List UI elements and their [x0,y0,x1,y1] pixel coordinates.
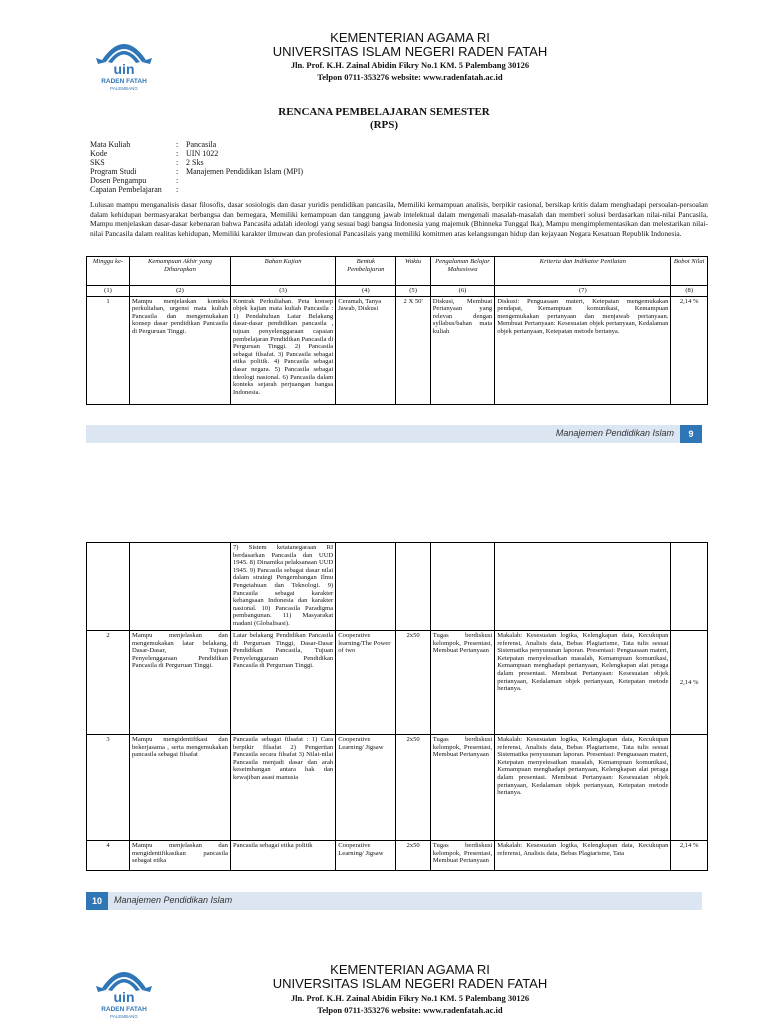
weight-cell: 2,14 % [671,631,708,735]
time-cell: 2x50 [396,735,430,841]
table-row [87,543,708,631]
meta-row: SKS : 2 Sks [90,158,204,167]
time-cell [396,543,430,631]
table-row [87,841,708,871]
meta-row: Capaian Pembelajaran : [90,185,179,194]
meta-key: Kode [90,149,108,158]
ability-cell: Mampu mengidentifikasi dan bekerjasama , serta mengemukakan pancasila sebagai filsafat [129,735,230,841]
university-logo [88,960,160,1020]
rps-table-page2 [86,542,708,871]
form-cell: Cooperative Learning/ Jigsaw [336,841,396,871]
ministry-title: KEMENTERIAN AGAMA RI [330,962,490,977]
ministry-title: KEMENTERIAN AGAMA RI [330,30,490,45]
page-number: 10 [86,892,108,910]
col-header: Bobot Nilai [671,257,708,286]
col-number: (7) [495,286,671,297]
col-number: (2) [129,286,230,297]
criteria-cell: Makalah: Kesesuaian logika, Kelengkapan data, Kecukupan referensi, Analisis data, Bebas Plagiarisme, Tata tulis sesuai Sistematika penyusunan laporan. Presentasi: Penguasaan materi, Ketepatan menyelesaikan masalah, Kemampuan komunikasi, Kemampuan menghadapi pertanyaan, Kelengkapan alat peraga dalam presentasi. Membuat Pertanyaan: Kesesuaian objek pertanyaan, Kedalaman objek pertanyaan, Ketepatan metode bertanya. [495,735,671,841]
form-cell: Cooperative learning/The Power of two [336,631,396,735]
university-address: Jln. Prof. K.H. Zainal Abidin Fikry No.1 KM. 5 Palembang 30126 [290,60,530,70]
col-number: (4) [336,286,396,297]
footer-band-page9 [86,425,702,443]
weight-cell: 2,14 % [671,841,708,871]
university-contact: Telpon 0711-353276 website: www.radenfatah.ac.id [317,1005,503,1015]
logo-sub2: PALEMBANG [110,1014,138,1019]
ability-cell: Mampu menjelaskan dan mengidentifikasikan pancasila sebagai etika [129,841,230,871]
university-contact: Telpon 0711-353276 website: www.radenfatah.ac.id [317,72,503,82]
meta-value: Manajemen Pendidikan Islam (MPI) [186,167,304,176]
document-subtitle: (RPS) [369,119,399,131]
meta-row: Dosen Pengampu : [90,176,179,185]
week-cell: 3 [87,735,130,841]
col-number: (1) [87,286,130,297]
table-row [87,735,708,841]
meta-key: Dosen Pengampu [90,176,147,185]
week-cell: 4 [87,841,130,871]
ability-cell: Mampu menjelaskan dan mengemukakan latar belakang, Dasar-Dasar, Tujuan Penyelenggaraan Pendidikan Pancasila di Perguruan Tinggi. [129,631,230,735]
meta-key: Mata Kuliah [90,140,131,149]
week-cell: 2 [87,631,130,735]
time-cell: 2 X 50' [396,296,430,404]
university-title: UNIVERSITAS ISLAM NEGERI RADEN FATAH [272,44,548,59]
experience-cell: Diskusi, Membuat Pertanyaan yang relevan dengan syllabus/bahan mata kuliah [430,296,494,404]
form-cell [336,543,396,631]
weight-cell: 2,14 % [671,296,708,404]
ability-cell [129,543,230,631]
col-number: (8) [671,286,708,297]
material-cell: Latar belakang Pendidikan Pancasila di Perguruan Tinggi, Dasar-Dasar Pendidikan Pancasila, Tujuan Penyelenggaraan Pendidikan Pancasila di Perguruan Tinggi. [230,631,335,735]
logo-sub1: RADEN FATAH [101,78,147,85]
material-cell: Kontrak Perkuliahan. Peta konsep objek kajian mata kuliah Pancasila : 1) Pendahuluan Latar Belakang dasar-dasar pendidikan pancasila , tujuan penyelenggaraan capaian pembelajaran Pendidikan Pancasila di Perguruan Tinggi. 2) Pancasila sebagai filsafat. 3) Pancasila sebagai etika politik. 4) Pancasila sebagai dasar negara. 5) Pancasila sebagai ideologi nasional. 6) Pancasila dalam konteks sejarah perjuangan bangsa Indonesia. [230,296,335,404]
col-header: Pengalaman Belajar Mahasiswa [430,257,494,286]
table-row [87,631,708,735]
material-cell: Pancasila sebagai etika politik [230,841,335,871]
material-cell: Pancasila sebagai filsafat : 1) Cara berpikir filsafat 2) Pengertian Pancasila secara filsafat 3) Nilai-nilai Pancasila menjadi dasar dan arah keseimbangan antara hak dan kewajiban asasi manusia [230,735,335,841]
logo-sub1: RADEN FATAH [101,1006,147,1013]
experience-cell: Tugas berdiskusi kelompok, Presentasi, Membuat Pertanyaan [430,841,494,871]
logo-text: uin [113,989,135,1005]
weight-cell [671,543,708,631]
form-cell: Ceramah, Tanya Jawab, Diskusi [336,296,396,404]
meta-value: UIN 1022 [186,149,219,158]
meta-value: Pancasila [186,140,217,149]
meta-key: Capaian Pembelajaran [90,185,162,194]
logo-text: uin [113,61,135,77]
col-number: (3) [230,286,335,297]
meta-key: SKS [90,158,105,167]
criteria-cell: Diskusi: Penguasaan materi, Ketepatan mengemukakan pendapat, Kemampuan komunikasi, Kemampuan mengemukakan pertanyaan dan menjawab pertanyaan. Membuat Pertanyaan: Kesesuaian objek pertanyaan, Kedalaman objek pertanyaan, Ketepatan metode bertanya. [495,296,671,404]
form-cell: Cooperative Learning/ Jigsaw [336,735,396,841]
logo-sub2: PALEMBANG [110,86,138,91]
col-number: (5) [396,286,430,297]
university-title: UNIVERSITAS ISLAM NEGERI RADEN FATAH [272,976,548,991]
col-header: Kemampuan Akhir yang Diharapkan [129,257,230,286]
week-cell [87,543,130,631]
document-title: RENCANA PEMBELAJARAN SEMESTER [278,106,490,118]
meta-row: Kode : UIN 1022 [90,149,219,158]
page-number: 9 [680,425,702,443]
col-header: Kriteria dan Indikator Penilaian [495,257,671,286]
university-logo [88,32,160,92]
col-header: Bentuk Pembelajaran [336,257,396,286]
criteria-cell [495,543,671,631]
learning-outcomes-text: Lulusan mampu menganalisis dasar filosofis, dasar sosiologis dan dasar yuridis pendidikan pancasila, Memiliki kemampuan analisis, berpikir rasional, bersikap kritis dalam menghadapi persoalan-persoalan dalam kehidupan bermasyarakat berbangsa dan bernegara, Memiliki kemampuan dan tanggung jawab intelektual dalam mengenali masalah-masalah dan memberi solusi berdasarkan nilai-nilai Pancasila, Mampu menjelaskan dasar-dasar kebenaran bahwa Pancasila adalah ideologi yang sesuai bagi bangsa Indonesia yang majemuk (Bhinneka Tunggal Ika), Mampu mengimplementasikan dan melestarikan nilai-nilai Pancasila dalam realitas kehidupan, Memiliki karakter ilmuwan dan profesional Pancasilais yang memiliki komitmen atas kelangsungan hidup dan kejayaan Negara Kesatuan Republik Indonesia. [90,200,708,238]
col-header: Minggu ke- [87,257,130,286]
table-header-row [87,257,708,286]
ability-cell: Mampu menjelaskan konteks perkuliahan, urgensi mata kuliah Pancasila dan mengemukakan konsep dasar pendidikan Pancasila di Perguruan Tinggi. [129,296,230,404]
footer-text: Manajemen Pendidikan Islam [114,895,233,905]
col-header: Waktu [396,257,430,286]
rps-table-page1 [86,256,708,405]
meta-key: Program Studi [90,167,137,176]
footer-text: Manajemen Pendidikan Islam [555,428,674,438]
table-number-row [87,286,708,297]
experience-cell: Tugas berdiskusi kelompok, Presentasi, Membuat Pertanyaan [430,735,494,841]
experience-cell [430,543,494,631]
footer-band-page10 [86,892,702,910]
university-address: Jln. Prof. K.H. Zainal Abidin Fikry No.1 KM. 5 Palembang 30126 [290,993,530,1003]
meta-value: 2 Sks [186,158,204,167]
criteria-cell: Makalah: Kesesuaian logika, Kelengkapan data, Kecukupan referensi, Analisis data, Bebas Plagiarisme, Tata [495,841,671,871]
material-cell: 7) Sistem ketatanegaraan RI berdasarkan Pancasila dan UUD 1945. 8) Dinamika pelaksanaan UUD 1945. 9) Pancasila sebagai dasar nilai dalam strategi Pengembangan Ilmu Pengetahuan dan Teknologi. 9) Pancasila sebagai karakter kebangsaan Indonesia dan karakter nasional. 10) Pancasila Paradigma pembangunan. 11) Masyarakat madani (Globalisasi). [230,543,335,631]
table-row [87,296,708,404]
weight-cell [671,735,708,841]
experience-cell: Tugas berdiskusi kelompok, Presentasi, Membuat Pertanyaan [430,631,494,735]
time-cell: 2x50 [396,631,430,735]
meta-row: Mata Kuliah : Pancasila [90,140,217,149]
course-meta [90,140,490,200]
week-cell: 1 [87,296,130,404]
col-number: (6) [430,286,494,297]
col-header: Bahan Kajian [230,257,335,286]
time-cell: 2x50 [396,841,430,871]
criteria-cell: Makalah: Kesesuaian logika, Kelengkapan data, Kecukupan referensi, Analisis data, Bebas Plagiarisme, Tata tulis sesuai Sistematika penyusunan laporan. Presentasi: Penguasaan materi, Ketepatan menyelesaikan masalah, Kemampuan komunikasi, Kemampuan menghadapi pertanyaan, Kelengkapan alat peraga dalam presentasi. Membuat Pertanyaan: Kesesuaian objek pertanyaan, Kedalaman objek pertanyaan, Ketepatan metode bertanya. [495,631,671,735]
meta-row: Program Studi : Manajemen Pendidikan Islam (MPI) [90,167,304,176]
